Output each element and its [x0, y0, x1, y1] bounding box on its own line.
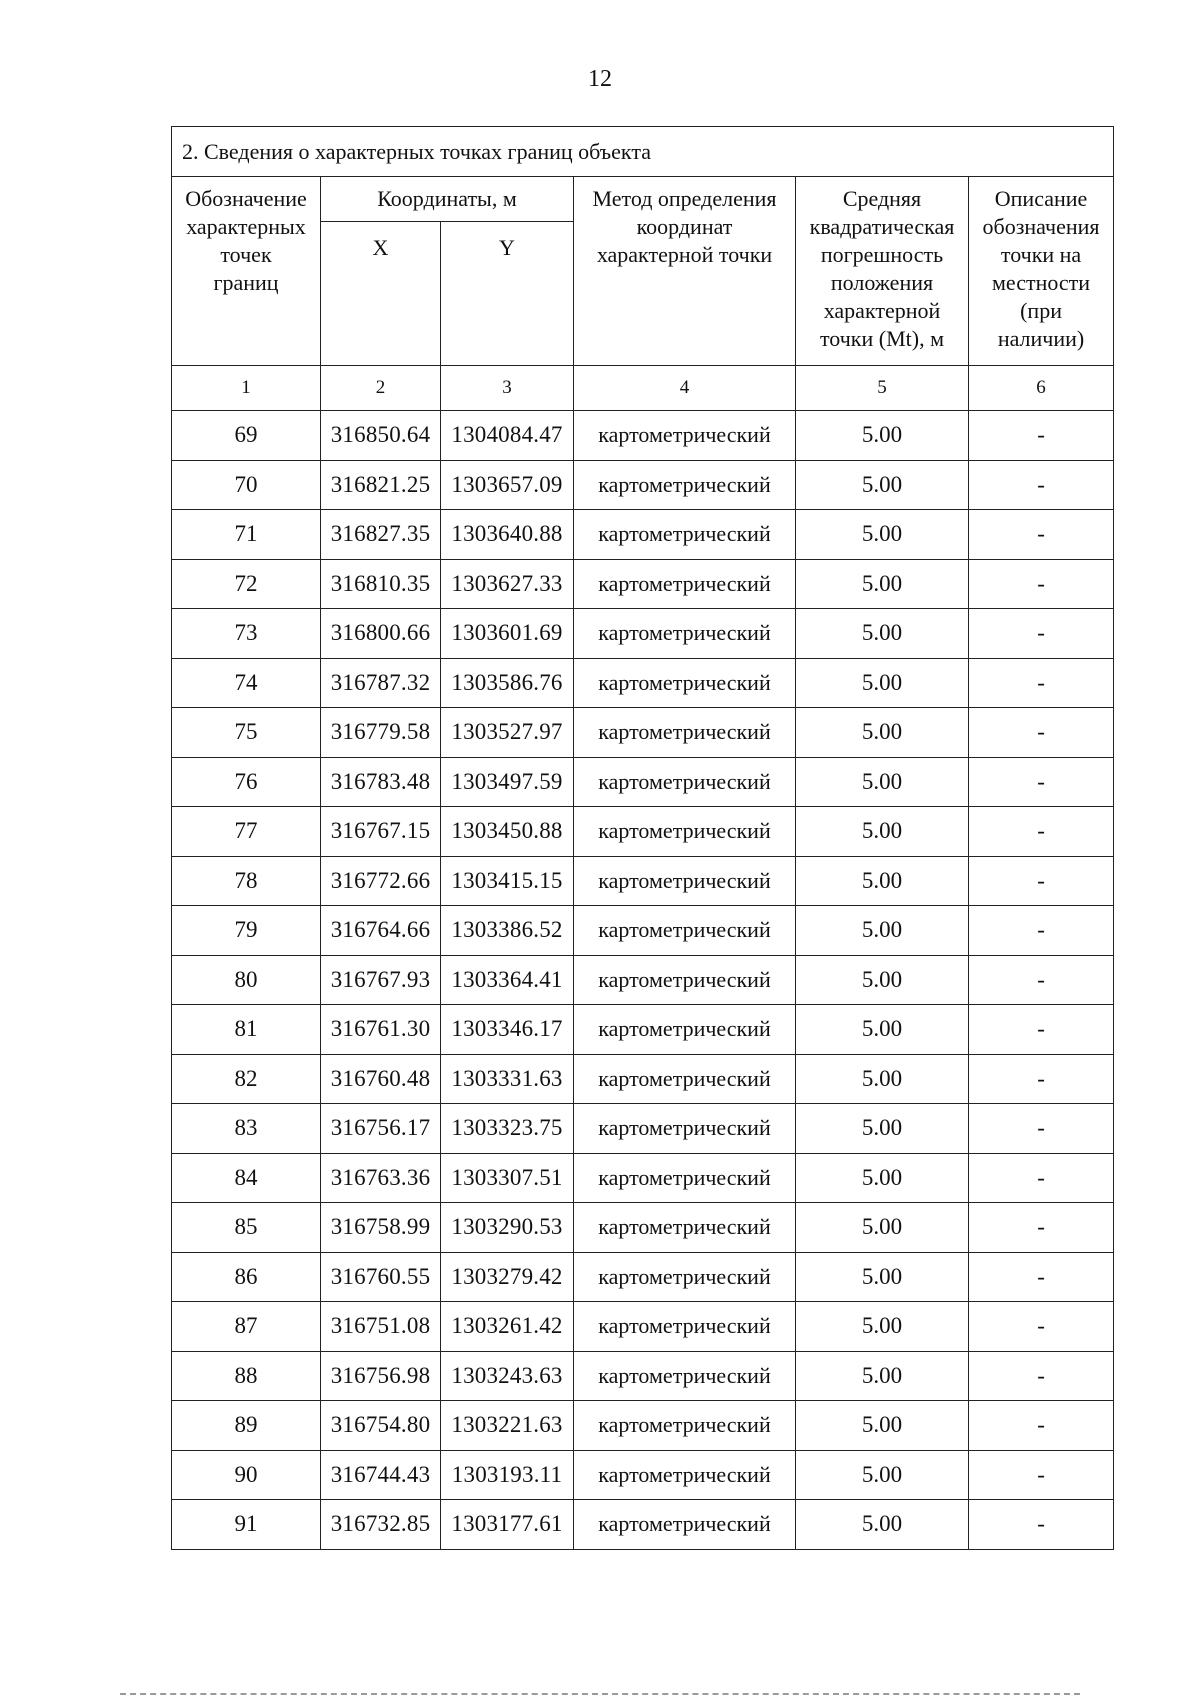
table-row	[172, 1005, 1114, 1055]
y-coordinate-cell: 1303307.51	[441, 1153, 574, 1203]
table-body	[172, 411, 1114, 1550]
header-line: наличии)	[997, 326, 1085, 351]
header-x: X	[321, 222, 441, 366]
table-row	[172, 1302, 1114, 1352]
description-cell: -	[969, 1252, 1114, 1302]
error-cell: 5.00	[796, 1252, 969, 1302]
y-coordinate-cell: 1303657.09	[441, 460, 574, 510]
column-number-row	[172, 366, 1114, 411]
method-cell: картометрический	[574, 1153, 796, 1203]
header-point-designation	[172, 177, 321, 366]
point-cell: 86	[172, 1252, 321, 1302]
header-line: координат	[636, 214, 733, 239]
y-coordinate-cell: 1303323.75	[441, 1104, 574, 1154]
method-cell: картометрический	[574, 856, 796, 906]
error-cell: 5.00	[796, 955, 969, 1005]
header-line: погрешность	[820, 242, 944, 267]
description-cell: -	[969, 856, 1114, 906]
header-line: квадратическая	[809, 214, 955, 239]
header-line: Средняя	[842, 186, 922, 211]
method-cell: картометрический	[574, 708, 796, 758]
x-coordinate-cell: 316827.35	[321, 510, 441, 560]
y-coordinate-cell: 1303346.17	[441, 1005, 574, 1055]
method-cell: картометрический	[574, 906, 796, 956]
header-line: Метод определения	[592, 186, 777, 211]
method-cell: картометрический	[574, 955, 796, 1005]
table-row	[172, 955, 1114, 1005]
method-cell: картометрический	[574, 1302, 796, 1352]
point-cell: 88	[172, 1351, 321, 1401]
table-header	[172, 127, 1114, 411]
table-row	[172, 609, 1114, 659]
point-cell: 69	[172, 411, 321, 461]
table-row	[172, 658, 1114, 708]
x-coordinate-cell: 316732.85	[321, 1500, 441, 1550]
error-cell: 5.00	[796, 559, 969, 609]
x-coordinate-cell: 316751.08	[321, 1302, 441, 1352]
point-cell: 79	[172, 906, 321, 956]
y-coordinate-cell: 1303193.11	[441, 1450, 574, 1500]
description-cell: -	[969, 757, 1114, 807]
error-cell: 5.00	[796, 906, 969, 956]
point-cell: 82	[172, 1054, 321, 1104]
error-cell: 5.00	[796, 1054, 969, 1104]
description-cell: -	[969, 1005, 1114, 1055]
description-cell: -	[969, 510, 1114, 560]
y-coordinate-cell: 1303601.69	[441, 609, 574, 659]
table-row	[172, 856, 1114, 906]
method-cell: картометрический	[574, 1450, 796, 1500]
point-cell: 84	[172, 1153, 321, 1203]
table-row	[172, 757, 1114, 807]
y-coordinate-cell: 1303290.53	[441, 1203, 574, 1253]
table-row	[172, 1450, 1114, 1500]
point-cell: 70	[172, 460, 321, 510]
description-cell: -	[969, 1450, 1114, 1500]
column-number: 5	[796, 366, 969, 411]
y-coordinate-cell: 1303627.33	[441, 559, 574, 609]
y-coordinate-cell: 1303243.63	[441, 1351, 574, 1401]
y-coordinate-cell: 1303640.88	[441, 510, 574, 560]
header-line: точек	[220, 242, 272, 267]
error-cell: 5.00	[796, 1153, 969, 1203]
x-coordinate-cell: 316764.66	[321, 906, 441, 956]
error-cell: 5.00	[796, 658, 969, 708]
header-line: Описание	[994, 186, 1088, 211]
column-number: 2	[321, 366, 441, 411]
x-coordinate-cell: 316756.17	[321, 1104, 441, 1154]
method-cell: картометрический	[574, 1500, 796, 1550]
point-cell: 77	[172, 807, 321, 857]
page-number: 12	[588, 66, 612, 92]
description-cell: -	[969, 1054, 1114, 1104]
boundary-points-table	[171, 126, 1114, 1550]
description-cell: -	[969, 460, 1114, 510]
y-coordinate-cell: 1303331.63	[441, 1054, 574, 1104]
description-cell: -	[969, 807, 1114, 857]
y-coordinate-cell: 1303586.76	[441, 658, 574, 708]
x-coordinate-cell: 316783.48	[321, 757, 441, 807]
point-cell: 85	[172, 1203, 321, 1253]
x-coordinate-cell: 316821.25	[321, 460, 441, 510]
error-cell: 5.00	[796, 1203, 969, 1253]
method-cell: картометрический	[574, 1203, 796, 1253]
method-cell: картометрический	[574, 411, 796, 461]
point-cell: 78	[172, 856, 321, 906]
x-coordinate-cell: 316754.80	[321, 1401, 441, 1451]
x-coordinate-cell: 316779.58	[321, 708, 441, 758]
description-cell: -	[969, 708, 1114, 758]
error-cell: 5.00	[796, 411, 969, 461]
x-coordinate-cell: 316787.32	[321, 658, 441, 708]
table-row	[172, 906, 1114, 956]
method-cell: картометрический	[574, 1104, 796, 1154]
point-cell: 81	[172, 1005, 321, 1055]
error-cell: 5.00	[796, 510, 969, 560]
error-cell: 5.00	[796, 1351, 969, 1401]
column-number: 3	[441, 366, 574, 411]
x-coordinate-cell: 316772.66	[321, 856, 441, 906]
description-cell: -	[969, 1401, 1114, 1451]
description-cell: -	[969, 1153, 1114, 1203]
description-cell: -	[969, 1351, 1114, 1401]
point-cell: 91	[172, 1500, 321, 1550]
header-description	[969, 177, 1114, 366]
y-coordinate-cell: 1303527.97	[441, 708, 574, 758]
description-cell: -	[969, 1500, 1114, 1550]
y-coordinate-cell: 1303415.15	[441, 856, 574, 906]
table-row	[172, 411, 1114, 461]
description-cell: -	[969, 609, 1114, 659]
table-row	[172, 1153, 1114, 1203]
column-number: 6	[969, 366, 1114, 411]
table-row	[172, 1351, 1114, 1401]
method-cell: картометрический	[574, 510, 796, 560]
method-cell: картометрический	[574, 1401, 796, 1451]
description-cell: -	[969, 1203, 1114, 1253]
x-coordinate-cell: 316810.35	[321, 559, 441, 609]
table-row	[172, 1401, 1114, 1451]
error-cell: 5.00	[796, 708, 969, 758]
description-cell: -	[969, 411, 1114, 461]
x-coordinate-cell: 316744.43	[321, 1450, 441, 1500]
error-cell: 5.00	[796, 1450, 969, 1500]
header-line: (при	[1020, 298, 1062, 323]
footer-rule	[120, 1693, 1080, 1695]
point-cell: 80	[172, 955, 321, 1005]
error-cell: 5.00	[796, 856, 969, 906]
error-cell: 5.00	[796, 1104, 969, 1154]
header-line: местности	[991, 270, 1091, 295]
error-cell: 5.00	[796, 757, 969, 807]
column-number: 1	[172, 366, 321, 411]
header-line: точки (Mt), м	[819, 326, 945, 351]
point-cell: 76	[172, 757, 321, 807]
point-cell: 89	[172, 1401, 321, 1451]
method-cell: картометрический	[574, 807, 796, 857]
error-cell: 5.00	[796, 1005, 969, 1055]
x-coordinate-cell: 316760.48	[321, 1054, 441, 1104]
x-coordinate-cell: 316850.64	[321, 411, 441, 461]
error-cell: 5.00	[796, 460, 969, 510]
method-cell: картометрический	[574, 658, 796, 708]
x-coordinate-cell: 316767.15	[321, 807, 441, 857]
y-coordinate-cell: 1304084.47	[441, 411, 574, 461]
header-line: Обозначение	[185, 186, 307, 211]
y-coordinate-cell: 1303497.59	[441, 757, 574, 807]
y-coordinate-cell: 1303221.63	[441, 1401, 574, 1451]
error-cell: 5.00	[796, 1302, 969, 1352]
description-cell: -	[969, 658, 1114, 708]
table-row	[172, 559, 1114, 609]
header-line: характерной точки	[596, 242, 773, 267]
y-coordinate-cell: 1303261.42	[441, 1302, 574, 1352]
x-coordinate-cell: 316756.98	[321, 1351, 441, 1401]
point-cell: 73	[172, 609, 321, 659]
table-row	[172, 1500, 1114, 1550]
header-mean-square-error	[796, 177, 969, 366]
x-coordinate-cell: 316763.36	[321, 1153, 441, 1203]
x-coordinate-cell: 316758.99	[321, 1203, 441, 1253]
header-line: положения	[830, 270, 934, 295]
header-line: характерной	[823, 298, 941, 323]
method-cell: картометрический	[574, 559, 796, 609]
x-coordinate-cell: 316767.93	[321, 955, 441, 1005]
method-cell: картометрический	[574, 609, 796, 659]
table-row	[172, 1252, 1114, 1302]
method-cell: картометрический	[574, 460, 796, 510]
header-coordinates: Координаты, м	[321, 177, 574, 222]
point-cell: 87	[172, 1302, 321, 1352]
section-title: 2. Сведения о характерных точках границ объекта	[172, 127, 1114, 177]
description-cell: -	[969, 906, 1114, 956]
y-coordinate-cell: 1303364.41	[441, 955, 574, 1005]
y-coordinate-cell: 1303279.42	[441, 1252, 574, 1302]
point-cell: 74	[172, 658, 321, 708]
description-cell: -	[969, 1302, 1114, 1352]
method-cell: картометрический	[574, 757, 796, 807]
table-row	[172, 510, 1114, 560]
table-row	[172, 460, 1114, 510]
x-coordinate-cell: 316761.30	[321, 1005, 441, 1055]
error-cell: 5.00	[796, 1500, 969, 1550]
method-cell: картометрический	[574, 1005, 796, 1055]
y-coordinate-cell: 1303177.61	[441, 1500, 574, 1550]
point-cell: 71	[172, 510, 321, 560]
error-cell: 5.00	[796, 1401, 969, 1451]
header-line: границ	[213, 270, 279, 295]
point-cell: 72	[172, 559, 321, 609]
error-cell: 5.00	[796, 807, 969, 857]
y-coordinate-cell: 1303450.88	[441, 807, 574, 857]
header-line: точки на	[1000, 242, 1082, 267]
point-cell: 90	[172, 1450, 321, 1500]
point-cell: 75	[172, 708, 321, 758]
header-y: Y	[441, 222, 574, 366]
table-row	[172, 1203, 1114, 1253]
method-cell: картометрический	[574, 1252, 796, 1302]
header-line: характерных	[186, 214, 306, 239]
column-number: 4	[574, 366, 796, 411]
method-cell: картометрический	[574, 1351, 796, 1401]
x-coordinate-cell: 316800.66	[321, 609, 441, 659]
table-row	[172, 1104, 1114, 1154]
x-coordinate-cell: 316760.55	[321, 1252, 441, 1302]
y-coordinate-cell: 1303386.52	[441, 906, 574, 956]
table-row	[172, 708, 1114, 758]
description-cell: -	[969, 955, 1114, 1005]
header-line: обозначения	[982, 214, 1100, 239]
error-cell: 5.00	[796, 609, 969, 659]
header-method	[574, 177, 796, 366]
point-cell: 83	[172, 1104, 321, 1154]
table-row	[172, 1054, 1114, 1104]
description-cell: -	[969, 559, 1114, 609]
method-cell: картометрический	[574, 1054, 796, 1104]
description-cell: -	[969, 1104, 1114, 1154]
table-row	[172, 807, 1114, 857]
